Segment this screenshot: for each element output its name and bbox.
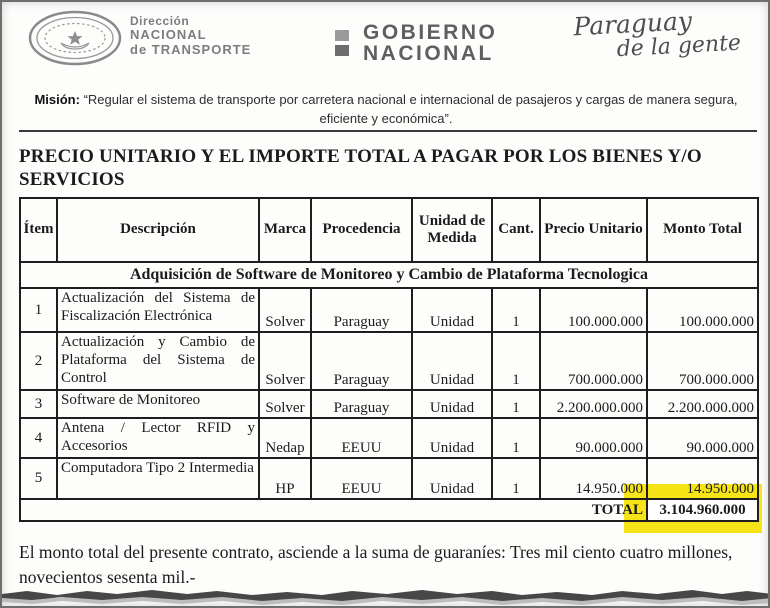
cell-item: 2	[20, 332, 57, 390]
slogan-line-1: Paraguay	[572, 6, 693, 42]
torn-paper-edge	[2, 588, 770, 606]
cell-marca: HP	[259, 458, 311, 499]
cell-marca: Nedap	[259, 418, 311, 458]
col-header-marca: Marca	[259, 198, 311, 262]
col-header-precio-unitario: Precio Unitario	[540, 198, 647, 262]
col-header-monto-total: Monto Total	[647, 198, 758, 262]
gobierno-nacional-logo	[335, 22, 497, 64]
org-name-block	[130, 15, 251, 58]
cell-procedencia: Paraguay	[311, 288, 412, 332]
col-header-cant: Cant.	[492, 198, 540, 262]
pricing-table	[19, 197, 759, 522]
document-title: PRECIO UNITARIO Y EL IMPORTE TOTAL A PAGAR POR LOS BIENES Y/O SERVICIOS	[19, 146, 702, 191]
org-line-2: NACIONAL	[130, 27, 207, 43]
gobierno-line-2: NACIONAL	[363, 42, 494, 65]
cell-monto-total: 14.950.000	[647, 458, 758, 499]
cell-precio-unitario: 14.950.000	[540, 458, 647, 499]
cell-precio-unitario: 2.200.000.000	[540, 390, 647, 418]
mission-label: Misión:	[34, 92, 80, 107]
cell-monto-total: 2.200.000.000	[647, 390, 758, 418]
cell-item: 1	[20, 288, 57, 332]
cell-cant: 1	[492, 390, 540, 418]
table-total-row	[20, 499, 758, 521]
gobierno-line-1: GOBIERNO	[363, 21, 498, 44]
table-row	[20, 418, 758, 458]
cell-unidad: Unidad	[412, 458, 492, 499]
table-row	[20, 390, 758, 418]
cell-cant: 1	[492, 458, 540, 499]
cell-marca: Solver	[259, 288, 311, 332]
mission-text: “Regular el sistema de transporte por carretera nacional e internacional de pasajeros y cargas de manera segura, eficiente y económica”.	[83, 92, 738, 126]
org-line-3: de TRANSPORTE	[130, 41, 252, 57]
cell-precio-unitario: 100.000.000	[540, 288, 647, 332]
cell-procedencia: EEUU	[311, 458, 412, 499]
cell-unidad: Unidad	[412, 288, 492, 332]
total-label: TOTAL	[20, 499, 647, 521]
republica-del-paraguay-seal-icon	[28, 10, 122, 71]
cell-descripcion: Actualización del Sistema de Fiscalización Electrónica	[57, 288, 259, 332]
gobierno-wordmark	[363, 22, 497, 64]
table-row	[20, 332, 758, 390]
cell-item: 4	[20, 418, 57, 458]
cell-descripcion: Antena / Lector RFID y Accesorios	[57, 418, 259, 458]
cell-precio-unitario: 90.000.000	[540, 418, 647, 458]
table-row	[20, 458, 758, 499]
col-header-unidad: Unidad de Medida	[412, 198, 492, 262]
org-line-1: Dirección	[130, 14, 190, 28]
mission-statement	[27, 91, 745, 129]
pricing-table-container	[19, 197, 757, 522]
cell-unidad: Unidad	[412, 390, 492, 418]
cell-monto-total: 700.000.000	[647, 332, 758, 390]
gobierno-squares-icon	[335, 30, 349, 56]
cell-descripcion: Computadora Tipo 2 Intermedia	[57, 458, 259, 499]
horizontal-divider	[19, 130, 757, 132]
table-row	[20, 288, 758, 332]
table-header-row	[20, 198, 758, 262]
cell-item: 5	[20, 458, 57, 499]
col-header-item: Ítem	[20, 198, 57, 262]
cell-procedencia: Paraguay	[311, 390, 412, 418]
cell-marca: Solver	[259, 332, 311, 390]
cell-descripcion: Actualización y Cambio de Plataforma del Sistema de Control	[57, 332, 259, 390]
cell-descripcion: Software de Monitoreo	[57, 390, 259, 418]
cell-unidad: Unidad	[412, 332, 492, 390]
cell-monto-total: 100.000.000	[647, 288, 758, 332]
cell-marca: Solver	[259, 390, 311, 418]
cell-cant: 1	[492, 288, 540, 332]
paraguay-de-la-gente-slogan	[573, 6, 742, 64]
col-header-descripcion: Descripción	[57, 198, 259, 262]
cell-monto-total: 90.000.000	[647, 418, 758, 458]
slogan-line-2: de la gente	[616, 30, 742, 63]
col-header-procedencia: Procedencia	[311, 198, 412, 262]
total-value: 3.104.960.000	[647, 499, 758, 521]
cell-procedencia: Paraguay	[311, 332, 412, 390]
cell-cant: 1	[492, 418, 540, 458]
table-section-row	[20, 262, 758, 288]
cell-procedencia: EEUU	[311, 418, 412, 458]
cell-precio-unitario: 700.000.000	[540, 332, 647, 390]
contract-amount-paragraph: El monto total del presente contrato, asciende a la suma de guaraníes: Tres mil ciento cuatro millones, novecientos sesenta mil.-	[19, 542, 733, 588]
cell-unidad: Unidad	[412, 418, 492, 458]
section-header: Adquisición de Software de Monitoreo y Cambio de Plataforma Tecnologica	[20, 262, 758, 288]
cell-item: 3	[20, 390, 57, 418]
cell-cant: 1	[492, 332, 540, 390]
